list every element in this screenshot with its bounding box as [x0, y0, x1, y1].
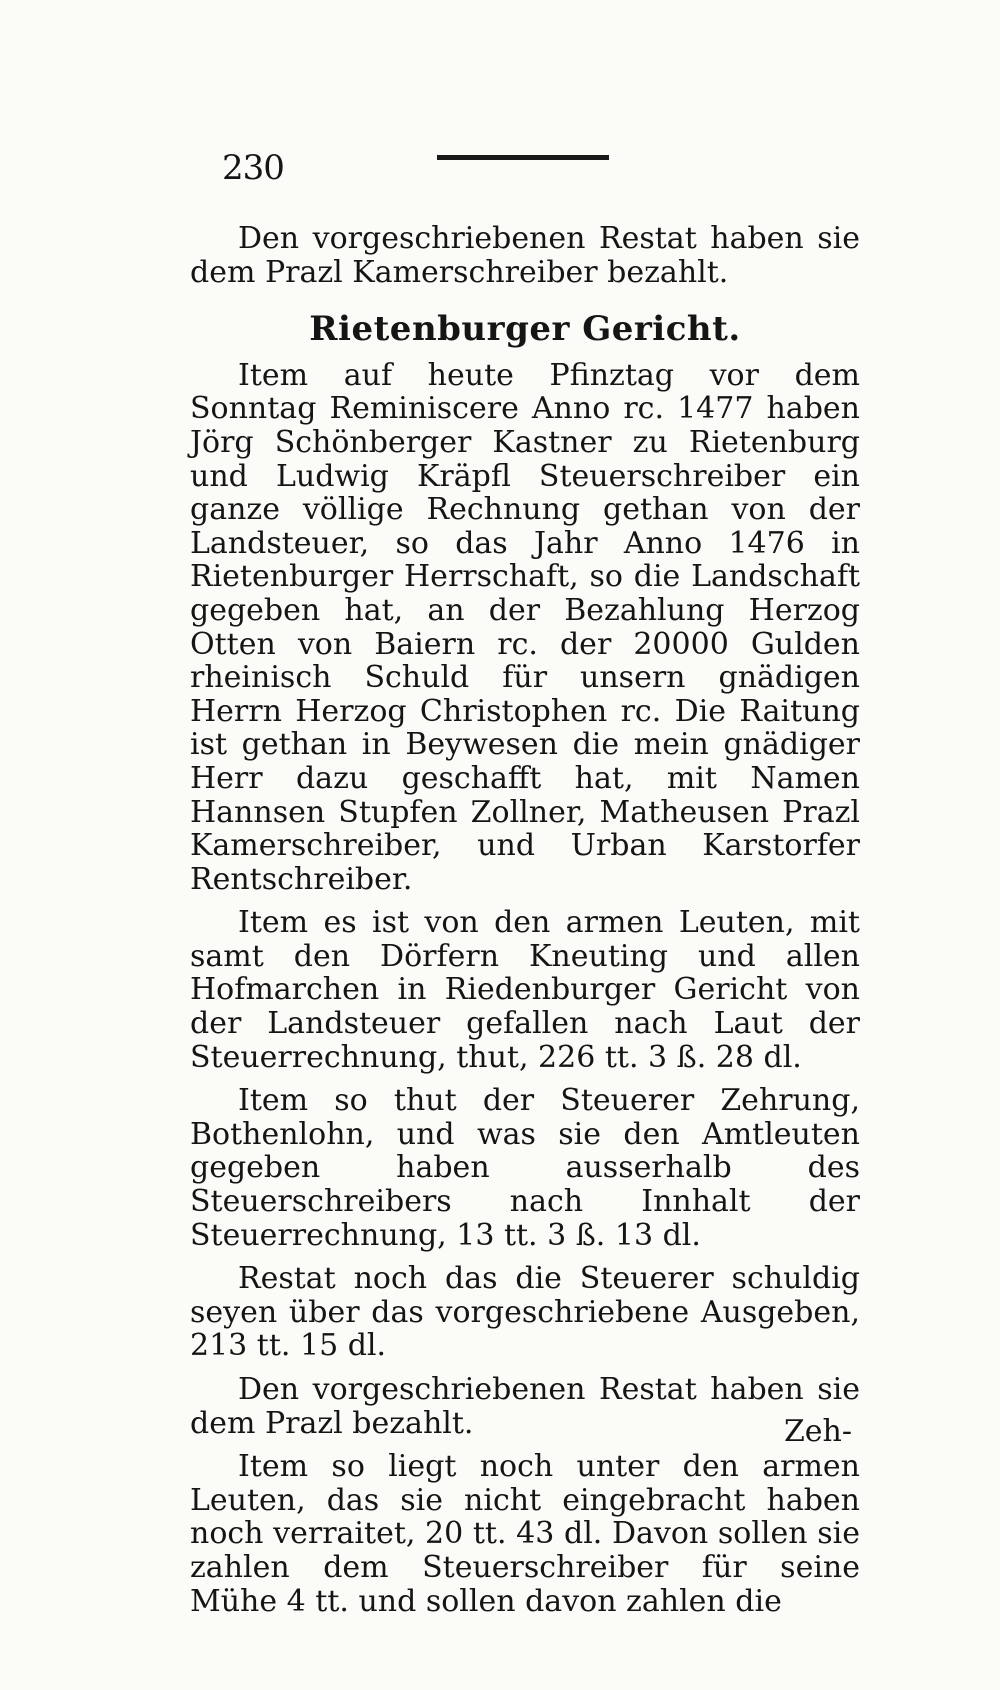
paragraph: Item so liegt noch unter den armen Leuten, das sie nicht eingebracht haben noch verraitet, 20 tt. 43 dl. Davon sollen sie zahlen dem Steuerschreiber für seine Mühe 4 tt. und sollen davon zahlen die: [190, 1449, 860, 1619]
section-heading: Rietenburger Gericht.: [309, 309, 741, 350]
header-rule: [437, 155, 609, 160]
paragraph: Item es ist von den armen Leuten, mit samt den Dörfern Kneuting und allen Hofmarchen in Riedenburger Gericht von der Landsteuer gefallen nach Laut der Steuerrechnung, thut, 226 tt. 3 ß. 28 dl.: [190, 905, 860, 1075]
paragraph: Den vorgeschriebenen Restat haben sie dem Prazl Kamerschreiber bezahlt.: [190, 221, 860, 290]
page-number: 230: [222, 148, 284, 188]
text-block: [190, 222, 860, 1628]
paragraph: Item so thut der Steuerer Zehrung, Bothenlohn, und was sie den Amtleuten gegeben haben ausserhalb des Steuerschreibers nach Innhalt der Steuerrechnung, 13 tt. 3 ß. 13 dl.: [190, 1083, 860, 1253]
paragraph: Restat noch das die Steuerer schuldig seyen über das vorgeschriebene Ausgeben, 213 tt. 15 dl.: [190, 1261, 860, 1364]
paragraph: Item auf heute Pfinztag vor dem Sonntag Reminiscere Anno rc. 1477 haben Jörg Schönberger Kastner zu Rietenburg und Ludwig Kräpfl Steuerschreiber ein ganze völlige Rechnung gethan von der Landsteuer, so das Jahr Anno 1476 in Rietenburger Herrschaft, so die Landschaft gegeben hat, an der Bezahlung Herzog Otten von Baiern rc. der 20000 Gulden rheinisch Schuld für unsern gnädigen Herrn Herzog Christophen rc. Die Raitung ist gethan in Beywesen die mein gnädiger Herr dazu geschafft hat, mit Namen Hannsen Stupfen Zollner, Matheusen Prazl Kamerschreiber, und Urban Karstorfer Rentschreiber.: [190, 357, 860, 897]
paragraph: Den vorgeschriebenen Restat haben sie dem Prazl bezahlt.: [190, 1372, 860, 1441]
catchword: Zeh-: [783, 1414, 852, 1449]
